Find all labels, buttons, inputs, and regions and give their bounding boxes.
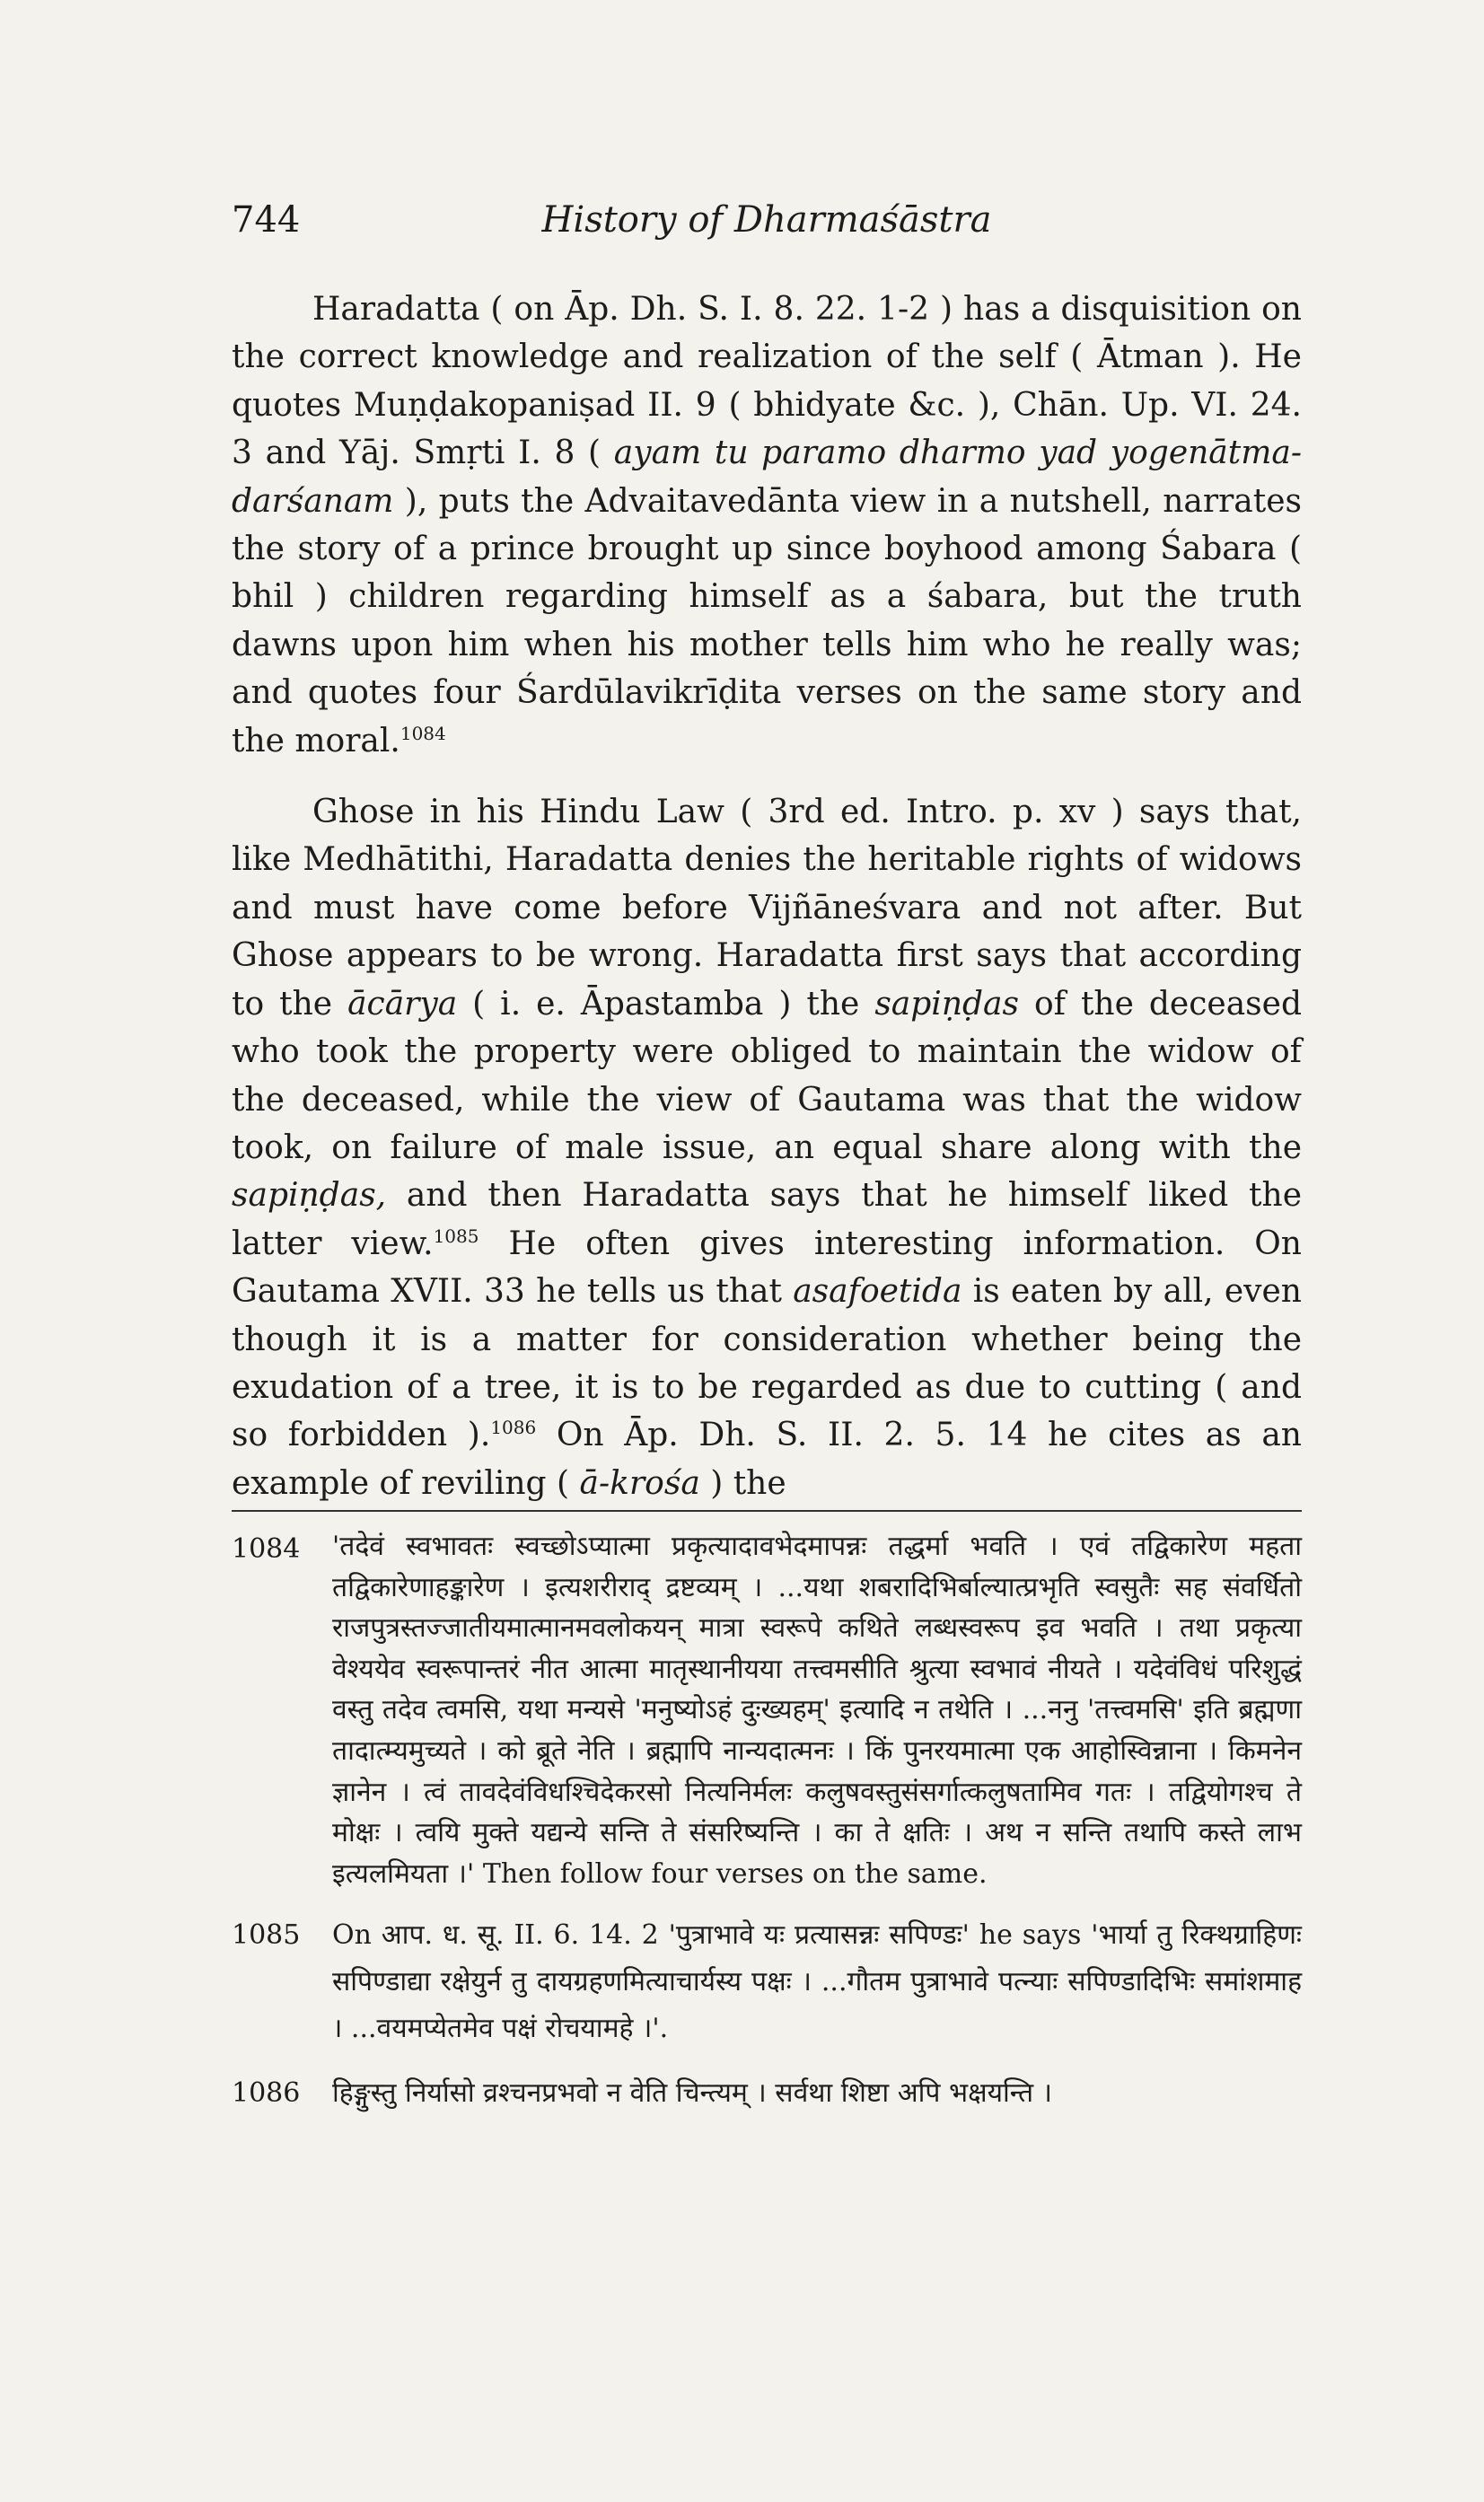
footnote-ref[interactable]: 1085 — [433, 1225, 479, 1247]
text-run: Then follow four verses on the same. — [474, 1857, 988, 1890]
footnote — [232, 1526, 1302, 1894]
page-number: 744 — [232, 199, 301, 241]
footnote-number: 1085 — [232, 1919, 301, 1952]
footnote-text: हिङ्गुस्तु निर्यासो व्रश्चनप्रभवो न वेति चिन्त्यम् । सर्वथा शिष्टा अपि भक्षयन्ति । — [332, 2077, 1053, 2110]
italic-text: sapiṇḍas — [874, 985, 1019, 1023]
footnote — [232, 1912, 1302, 2052]
page-header — [232, 199, 1302, 253]
italic-text: sapiṇḍas, — [232, 1177, 387, 1215]
italic-text: ā-krośa — [579, 1464, 700, 1502]
footnote — [232, 2070, 1302, 2117]
text-run: ), puts the Advaitavedānta view in a nutshell, narrates the story of a prince brought up since boyhood among Śabara ( bhil ) children regarding himself as a śabara, but the truth dawns upon him when his mother tells him who he really was; and quotes four Śardūlavikrīḍita verses on the same story and the moral. — [232, 482, 1302, 759]
running-title: History of Dharmaśāstra — [541, 199, 992, 241]
text-run: Ghose in his Hindu Law ( 3rd ed. Intro. p. xv ) says that, like Medhātithi, Haradatta denies the heritable rights of widows and must have come before Vijñāneśvara and not after. But Ghose appears to be wrong. Haradatta first says that according to the — [232, 794, 1302, 1023]
text-run: ) the — [699, 1464, 786, 1502]
text-run: of the deceased who took the property were obliged to maintain the widow of the deceased, while the view of Gautama was that the widow took, on failure of male issue, an equal share along with the — [232, 985, 1302, 1166]
footnote-text — [332, 1526, 1302, 1894]
text-run: 'तदेवं स्वभावतः स्वच्छोऽप्यात्मा प्रकृत्यादावभेदमापन्नः तद्धर्मा भवति । एवं तद्विकारेण महता तद्विकारेणाहङ्कारेण । इत्यशरीराद् द्रष्टव्यम् । ...यथा शबरादिभिर्बाल्यात्प्रभृति स्वसुतैः सह संवर्धितो राजपुत्रस्तज्जातीयमात्मानमवलोकयन् मात्रा स्वरूपे कथिते लब्धस्वरूप इव भवति । तथा प्रकृत्या वेश्ययेव स्वरूपान्तरं नीत आत्मा मातृस्थानीयया तत्त्वमसीति श्रुत्या स्वभावं नीयते । यदेवंविधं परिशुद्धं वस्तु तदेव त्वमसि, यथा मन्यसे 'मनुष्योऽहं दुःख्यहम्' इत्यादि न तथेति । ...ननु 'तत्त्वमसि' इति ब्रह्मणा तादात्म्यमुच्यते । को ब्रूते नेति । ब्रह्मापि नान्यदात्मनः । किं पुनरयमात्मा एक आहोस्विन्नाना । किमनेन ज्ञानेन । त्वं तावदेवंविधश्चिदेकरसो नित्यनिर्मलः कलुषवस्तुसंसर्गात्कलुषतामिव गतः । तद्वियोगश्च ते मोक्षः । त्वयि मुक्ते यद्यन्ये सन्ति ते संसरिष्यन्ति । का ते क्षतिः । अथ न सन्ति तथापि कस्ते लाभ इत्यलमियता ।' — [332, 1531, 1302, 1890]
footnote-number: 1084 — [232, 1533, 301, 1565]
italic-text: ayam tu paramo dharmo yad yogenātma-darśanam — [232, 435, 1303, 520]
paragraph — [232, 788, 1302, 1507]
text-run: He often gives interesting information. On Gautama XVII. 33 he tells us that — [232, 1225, 1302, 1311]
text-run: and then Haradatta says that he himself liked the latter view. — [232, 1177, 1302, 1262]
footnote-number: 1086 — [232, 2077, 301, 2110]
text-run: Haradatta ( on Āp. Dh. S. I. 8. 22. 1-2 ) has a disquisition on the correct knowledge and realization of the self ( Ātman ). He quotes Muṇḍakopaniṣad II. 9 ( bhidyate &c. ), Chān. Up. VI. 24. 3 and Yāj. Smṛti I. 8 ( — [232, 291, 1302, 472]
text-run: On Āp. Dh. S. II. 2. 5. 14 he cites as an example of reviling ( — [232, 1417, 1302, 1502]
footnotes — [232, 1526, 1302, 2135]
footnote-ref[interactable]: 1084 — [400, 722, 446, 744]
paragraph — [232, 285, 1302, 765]
footnote-divider — [232, 1510, 1302, 1512]
italic-text: asafoetida — [793, 1273, 962, 1311]
text-run: is eaten by all, even though it is a matter for consideration whether being the exudation of a tree, it is to be regarded as due to cutting ( and so forbidden ). — [232, 1273, 1302, 1454]
text-run: ( i. e. Āpastamba ) the — [457, 985, 875, 1023]
body-text — [232, 285, 1302, 1507]
italic-text: ācārya — [347, 985, 458, 1023]
footnote-text: On आप. ध. सू. II. 6. 14. 2 'पुत्राभावे यः प्रत्यासन्नः सपिण्डः' he says 'भार्या तु रिक्थग्राहिणः सपिण्डाद्या रक्षेयुर्न तु दायग्रहणमित्याचार्यस्य पक्षः । ...गौतम पुत्राभावे पत्न्याः सपिण्डादिभिः समांशमाह । ...वयमप्येतमेव पक्षं रोचयामहे ।'. — [332, 1919, 1302, 2045]
footnote-ref[interactable]: 1086 — [490, 1417, 537, 1439]
